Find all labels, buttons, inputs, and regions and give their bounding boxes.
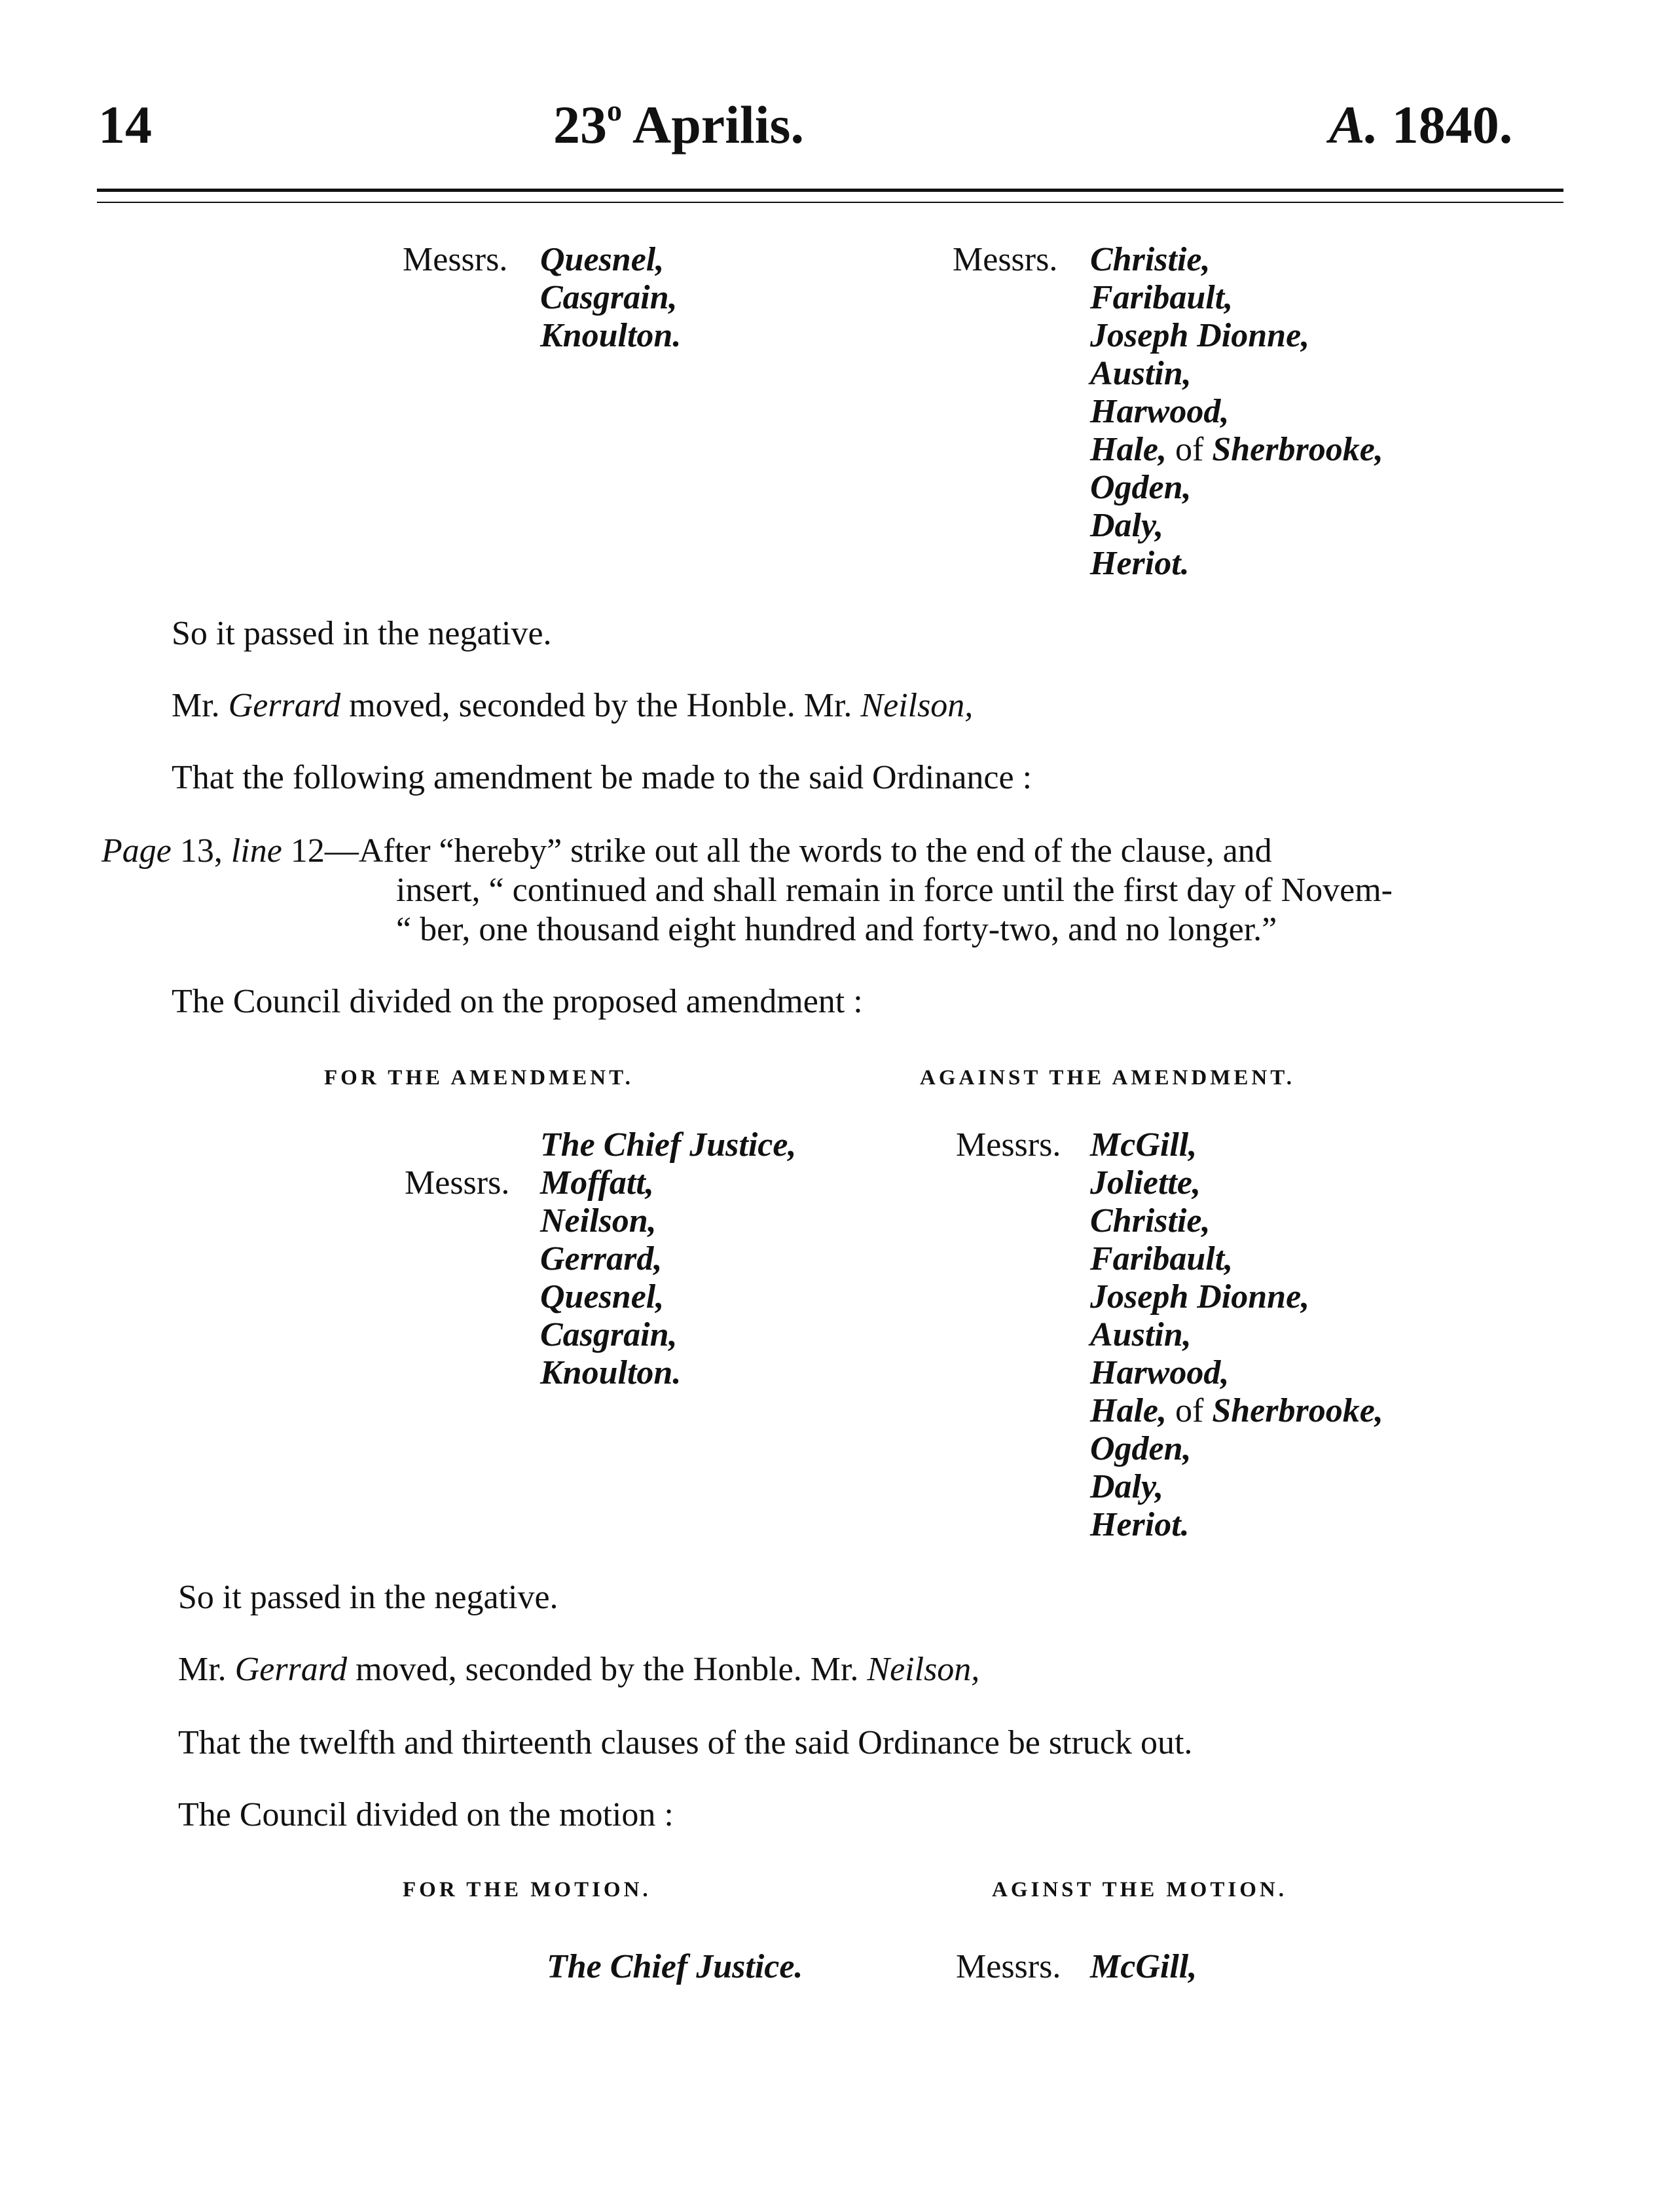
voter-name: Neilson, xyxy=(540,1202,657,1240)
voter-name: Christie, xyxy=(1090,1202,1211,1240)
division3-intro: The Council divided on the motion : xyxy=(178,1796,674,1833)
voter-name-chief-justice: The Chief Justice. xyxy=(547,1948,803,1985)
division3-for-heading: FOR THE MOTION. xyxy=(403,1878,651,1902)
motion1-mr: Mr. xyxy=(172,687,220,724)
division2-for-prefix: Messrs. xyxy=(405,1164,510,1202)
hale-place: Sherbrooke, xyxy=(1212,431,1383,468)
hale-of: of xyxy=(1175,431,1204,468)
division2-for-list xyxy=(540,1164,681,1392)
voter-name: Faribault, xyxy=(1090,1240,1233,1278)
voter-name-hale xyxy=(1090,431,1383,469)
date-day: 23 xyxy=(553,95,607,155)
motion1-mover: Gerrard xyxy=(228,687,341,724)
amendment-page-num: 13, xyxy=(179,832,223,870)
motion2-mover: Gerrard xyxy=(234,1651,348,1688)
result-negative-1: So it passed in the negative. xyxy=(172,615,552,652)
voter-name: Knoulton. xyxy=(540,317,682,354)
division2-for-first xyxy=(540,1126,796,1164)
motion1-seconder: Neilson, xyxy=(860,687,974,724)
division2-against-heading: AGAINST THE AMENDMENT. xyxy=(920,1066,1295,1090)
amendment-line1 xyxy=(101,832,1272,871)
voter-name: Knoulton. xyxy=(540,1354,682,1391)
voter-name: Harwood, xyxy=(1090,1354,1230,1391)
division3-for-first xyxy=(547,1948,803,1986)
voter-name-chief-justice: The Chief Justice, xyxy=(540,1126,797,1164)
division2-intro: The Council divided on the proposed amendment : xyxy=(172,983,863,1020)
header-rule-thick xyxy=(97,189,1563,192)
year-prefix: A. xyxy=(1329,95,1379,155)
hale-place: Sherbrooke, xyxy=(1212,1392,1383,1429)
voter-name: Faribault, xyxy=(1090,279,1233,316)
voter-name: Quesnel, xyxy=(540,1278,665,1316)
voter-name: Joseph Dionne, xyxy=(1090,1278,1310,1316)
division3-against-list xyxy=(1090,1948,1197,1986)
motion1-seconded: moved, seconded by the Honble. Mr. xyxy=(349,687,852,724)
amendment-page-label: Page xyxy=(101,832,172,870)
hale-of: of xyxy=(1175,1392,1204,1429)
year-value: 1840. xyxy=(1391,95,1513,155)
motion2-line xyxy=(178,1650,979,1689)
voter-name-hale xyxy=(1090,1392,1383,1430)
hale-name: Hale, xyxy=(1090,1392,1167,1429)
motion2-seconded: moved, seconded by the Honble. Mr. xyxy=(356,1651,859,1688)
voter-name: Christie, xyxy=(1090,241,1211,278)
result-negative-2: So it passed in the negative. xyxy=(178,1579,558,1616)
header-rule-thin xyxy=(97,202,1563,203)
amendment-line-label: line xyxy=(230,832,282,870)
date-superscript: o xyxy=(607,94,622,127)
voter-name: Gerrard, xyxy=(540,1240,663,1278)
voter-name: Harwood, xyxy=(1090,393,1230,430)
voter-name: Ogden, xyxy=(1090,469,1192,506)
voter-name: McGill, xyxy=(1090,1948,1197,1985)
voter-name: Ogden, xyxy=(1090,1430,1192,1467)
voter-name: Daly, xyxy=(1090,507,1164,544)
voter-name: Casgrain, xyxy=(540,1316,678,1353)
division2-against-prefix: Messrs. xyxy=(956,1126,1061,1164)
voter-name: Heriot. xyxy=(1090,1506,1190,1543)
division2-for-heading: FOR THE AMENDMENT. xyxy=(324,1066,634,1090)
division1-for-list xyxy=(540,241,681,355)
voter-name: Casgrain, xyxy=(540,279,678,316)
division3-against-prefix: Messrs. xyxy=(956,1948,1061,1985)
date-month: Aprilis. xyxy=(632,95,804,155)
amendment-line-rest: 12—After “hereby” strike out all the words to the end of the clause, and xyxy=(290,832,1272,870)
voter-name: Austin, xyxy=(1090,355,1192,392)
division1-for-prefix: Messrs. xyxy=(403,241,508,278)
voter-name: Moffatt, xyxy=(540,1164,654,1202)
voter-name: Joseph Dionne, xyxy=(1090,317,1310,354)
motion2-seconder: Neilson, xyxy=(867,1651,980,1688)
voter-name: McGill, xyxy=(1090,1126,1197,1164)
motion2-text: That the twelfth and thirteenth clauses of the said Ordinance be struck out. xyxy=(178,1724,1193,1761)
division3-against-heading: AGINST THE MOTION. xyxy=(992,1878,1287,1902)
voter-name: Quesnel, xyxy=(540,241,665,278)
division1-against-list xyxy=(1090,241,1383,583)
page-number: 14 xyxy=(98,95,152,155)
motion2-mr: Mr. xyxy=(178,1651,227,1688)
hale-name: Hale, xyxy=(1090,431,1167,468)
amendment-line3: “ ber, one thousand eight hundred and forty-two, and no longer.” xyxy=(396,911,1277,948)
voter-name: Daly, xyxy=(1090,1468,1164,1505)
voter-name: Joliette, xyxy=(1090,1164,1201,1202)
division2-against-list xyxy=(1090,1126,1383,1544)
division1-against-prefix: Messrs. xyxy=(953,241,1058,278)
motion1-line xyxy=(172,686,973,726)
page-year xyxy=(1329,95,1513,155)
motion1-text: That the following amendment be made to the said Ordinance : xyxy=(172,759,1032,796)
page-date xyxy=(553,94,804,155)
amendment-line2: insert, “ continued and shall remain in force until the first day of Novem- xyxy=(396,872,1393,909)
voter-name: Heriot. xyxy=(1090,545,1190,582)
voter-name: Austin, xyxy=(1090,1316,1192,1353)
